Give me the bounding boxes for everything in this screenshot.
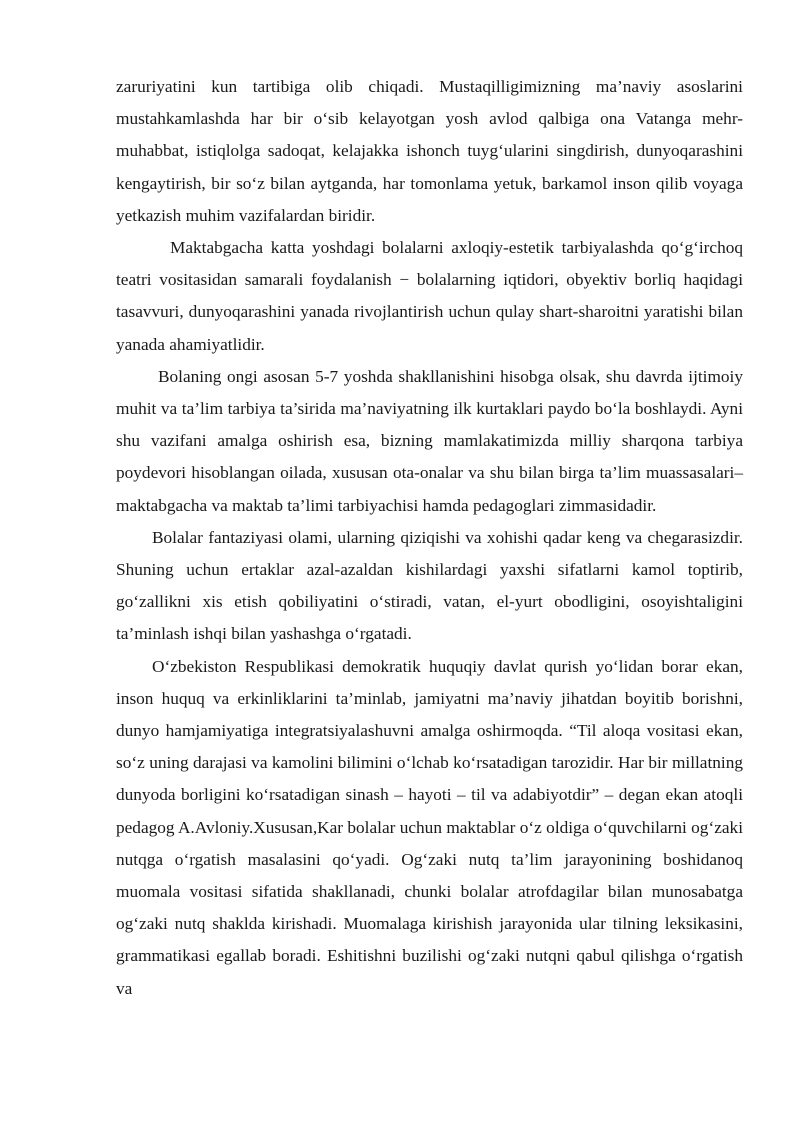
paragraph-3: Bolaning ongi asosan 5-7 yoshda shakllanishini hisobga olsak, shu davrda ijtimoiy muhit va ta’lim tarbiya ta’sirida ma’naviyatning ilk kurtaklari paydo bo‘la boshlaydi. Ayni shu vazifani amalga oshirish esa, bizning mamlakatimizda milliy sharqona tarbiya poydevori hisoblangan oilada, xususan ota-onalar va shu bilan birga ta’lim muassasalari– maktabgacha va maktab ta’limi tarbiyachisi hamda pedagoglari zimmasidadir. [116, 366, 743, 515]
document-body [116, 71, 743, 1005]
paragraph-2: Maktabgacha katta yoshdagi bolalarni axloqiy-estetik tarbiyalashda qo‘g‘irchoq teatri vositasidan samarali foydalanish − bolalarning iqtidori, obyektiv borliq haqidagi tasavvuri, dunyoqarashini yanada rivojlantirish uchun qulay shart-sharoitni yaratishi bilan yanada ahamiyatlidir. [116, 238, 743, 354]
paragraph-4: Bolalar fantaziyasi olami, ularning qiziqishi va xohishi qadar keng va chegarasizdir. Shuning uchun ertaklar azal-azaldan kishilardagi yaxshi sifatlarni kamol toptirib, go‘zallikni xis etish qobiliyatini o‘stiradi, vatan, el-yurt obodligini, osoyishtaligini ta’minlash ishqi bilan yashashga o‘rgatadi. [116, 527, 743, 644]
paragraph-1: zaruriyatini kun tartibiga olib chiqadi. Mustaqilligimizning ma’naviy asoslarini mustahkamlashda har bir o‘sib kelayotgan yosh avlod qalbiga ona Vatanga mehr-muhabbat, istiqlolga sadoqat, kelajakka ishonch tuyg‘ularini singdirish, dunyoqarashini kengaytirish, bir so‘z bilan aytganda, har tomonlama yetuk, barkamol inson qilib voyaga yetkazish muhim vazifalardan biridir. [116, 77, 743, 225]
paragraph-5: O‘zbekiston Respublikasi demokratik huquqiy davlat qurish yo‘lidan borar ekan, inson huquq va erkinliklarini ta’minlab, jamiyatni ma’naviy jihatdan boyitib borishni, dunyo hamjamiyatiga integratsiyalashuvni amalga oshirmoqda. “Til aloqa vositasi ekan, so‘z uning darajasi va kamolini bilimini o‘lchab ko‘rsatadigan tarozidir. Har bir millatning dunyoda borligini ko‘rsatadigan sinash – hayoti – til va adabiyotdir” – degan ekan atoqli pedagog A.Avloniy.Xususan,Kar bolalar uchun maktablar o‘z oldiga o‘quvchilarni og‘zaki nutqga o‘rgatish masalasini qo‘yadi. Og‘zaki nutq ta’lim jarayonining boshidanoq muomala vositasi sifatida shakllanadi, chunki bolalar atrofdagilar bilan munosabatga og‘zaki nutq shaklda kirishadi. Muomalaga kirishish jarayonida ular tilning leksikasini, grammatikasi egallab boradi. Eshitishni buzilishi og‘zaki nutqni qabul qilishga o‘rgatish va [116, 656, 743, 998]
